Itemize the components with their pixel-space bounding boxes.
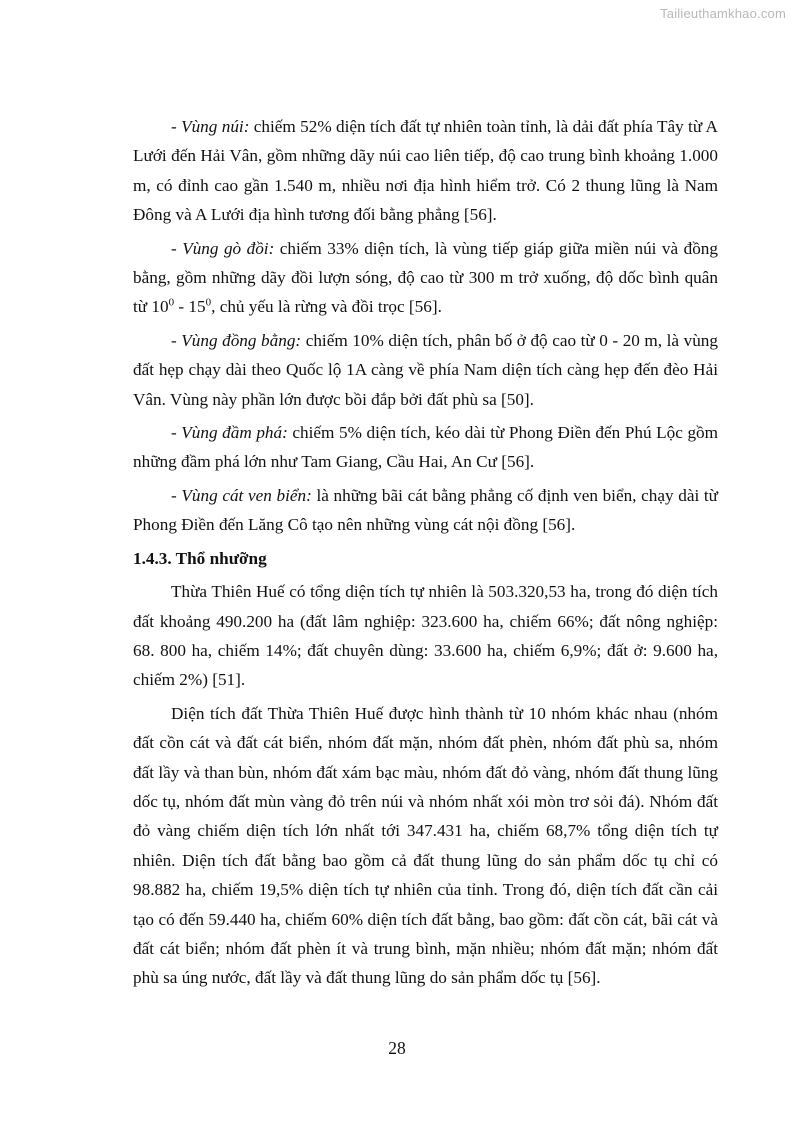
text-mountain-zone: chiếm 52% diện tích đất tự nhiên toàn tỉnh, là dải đất phía Tây từ A Lưới đến Hải Vân, gồm những dãy núi cao liên tiếp, độ cao trung bình khoảng 1.000 m, có đỉnh cao gần 1.540 m, nhiều nơi địa hình hiểm trở. Có 2 thung lũng là Nam Đông và A Lưới địa hình tương đối bằng phẳng [56]. (133, 117, 718, 225)
term-mountain-zone: - Vùng núi: (171, 117, 250, 136)
text-hill-zone-before: chiếm 33% diện tích, là vùng tiếp giáp giữa miền núi và đồng bằng, gồm những dãy đồi lượn sóng, độ cao từ 300 m trở xuống, độ dốc bình quân từ 10 (133, 238, 718, 317)
text-plain-zone: chiếm 10% diện tích, phân bố ở độ cao từ 0 - 20 m, là vùng đất hẹp chạy dài theo Quốc lộ 1A càng về phía Nam diện tích càng hẹp đến đèo Hải Vân. Vùng này phần lớn được bồi đắp bởi đất phù sa [50]. (133, 330, 718, 409)
term-lagoon-zone: - Vùng đầm phá: (171, 423, 288, 443)
term-plain-zone: - Vùng đồng bằng: (171, 330, 302, 350)
paragraph-lagoon-zone (133, 418, 718, 477)
watermark-text: Tailieuthamkhao.com (660, 6, 786, 21)
term-hill-zone: - Vùng gò đồi: (171, 238, 275, 258)
superscript-degree-1: 0 (168, 296, 175, 309)
paragraph-hill-zone (133, 234, 718, 322)
term-coastal-sand-zone: - Vùng cát ven biển: (171, 485, 312, 505)
text-hill-zone-middle: - 15 (174, 297, 206, 317)
paragraph-coastal-sand-zone (133, 481, 718, 540)
section-heading: 1.4.3. Thổ nhưỡng (133, 548, 267, 568)
superscript-degree-2: 0 (205, 296, 212, 309)
text-coastal-sand-zone: là những bãi cát bằng phẳng cố định ven biển, chạy dài từ Phong Điền đến Lăng Cô tạo nên những vùng cát nội đồng [56]. (133, 485, 718, 535)
paragraph-land-area: Thừa Thiên Huế có tổng diện tích tự nhiên là 503.320,53 ha, trong đó diện tích đất khoảng 490.200 ha (đất lâm nghiệp: 323.600 ha, chiếm 66%; đất nông nghiệp: 68. 800 ha, chiếm 14%; đất chuyên dùng: 33.600 ha, chiếm 6,9%; đất ở: 9.600 ha, chiếm 2%) [51]. (133, 582, 718, 690)
paragraph-mountain-zone (133, 112, 718, 230)
text-lagoon-zone: chiếm 5% diện tích, kéo dài từ Phong Điền đến Phú Lộc gồm những đầm phá lớn như Tam Giang, Cầu Hai, An Cư [56]. (133, 423, 719, 472)
document-body (133, 112, 718, 997)
page-number: 28 (388, 1038, 406, 1058)
paragraph-soil-groups: Diện tích đất Thừa Thiên Huế được hình thành từ 10 nhóm khác nhau (nhóm đất cồn cát và đất cát biển, nhóm đất mặn, nhóm đất phèn, nhóm đất phù sa, nhóm đất lầy và than bùn, nhóm đất xám bạc màu, nhóm đất đỏ vàng, nhóm đất thung lũng dốc tụ, nhóm đất mùn vàng đỏ trên núi và nhóm nhất xói mòn trơ sỏi đá). Nhóm đất đỏ vàng chiếm diện tích lớn nhất tới 347.431 ha, chiếm 68,7% tổng diện tích tự nhiên. Diện tích đất bằng bao gồm cả đất thung lũng do sản phẩm dốc tụ chỉ có 98.882 ha, chiếm 19,5% diện tích tự nhiên của tỉnh. Trong đó, diện tích đất cần cải tạo có đến 59.440 ha, chiếm 60% diện tích đất bằng, bao gồm: đất cồn cát, bãi cát và đất cát biển; nhóm đất phèn ít và trung bình, mặn nhiều; nhóm đất mặn; nhóm đất phù sa úng nước, đất lầy và đất thung lũng do sản phẩm dốc tụ [56]. (133, 703, 718, 988)
paragraph-plain-zone (133, 326, 718, 414)
text-hill-zone-after: , chủ yếu là rừng và đồi trọc [56]. (211, 297, 442, 317)
